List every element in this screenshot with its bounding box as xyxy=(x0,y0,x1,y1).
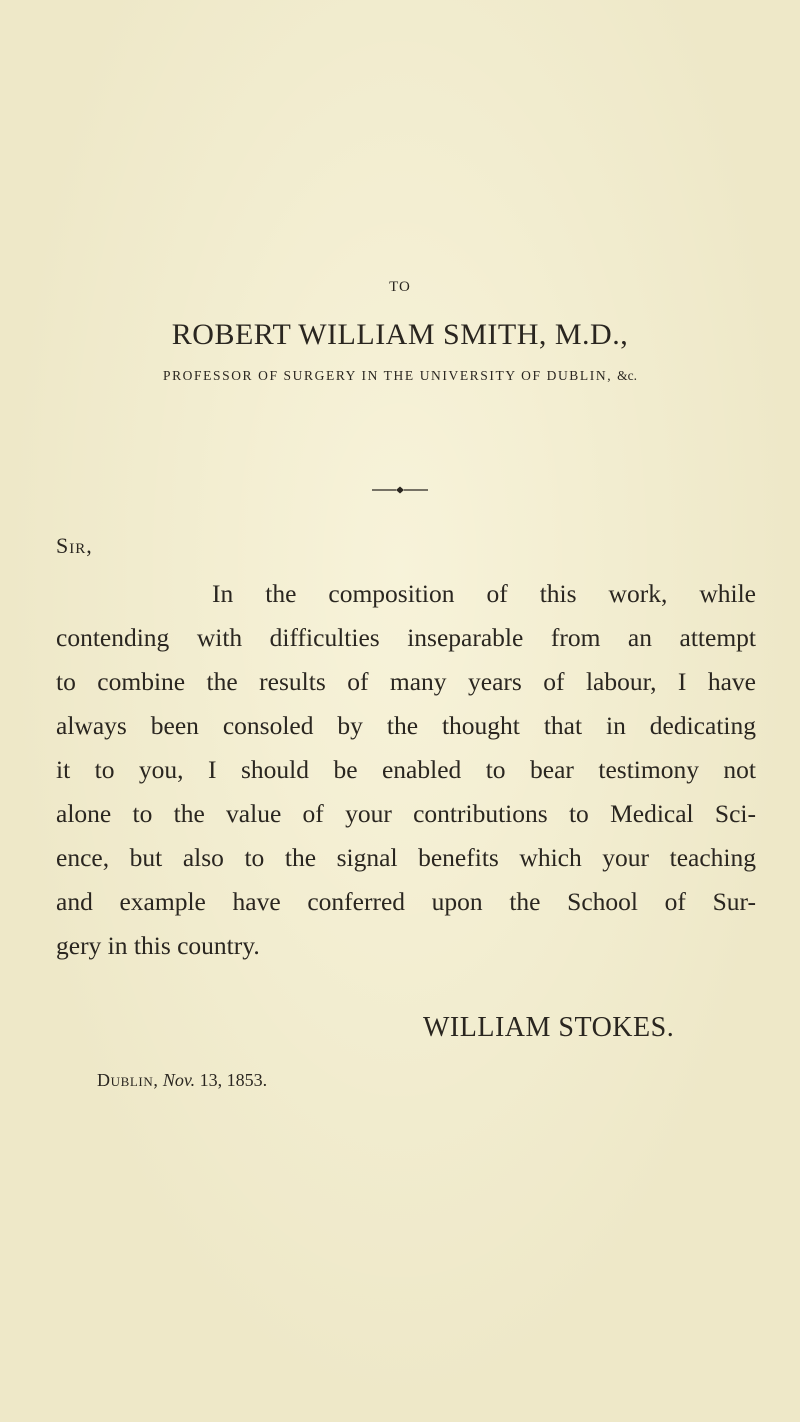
body-line: it to you, I should be enabled to bear testimony not xyxy=(56,755,756,784)
dateline-date: 13, 1853. xyxy=(199,1070,268,1090)
dedicatee-title-suffix: &c. xyxy=(617,368,638,383)
dedicatee-name: ROBERT WILLIAM SMITH, M.D., xyxy=(171,318,629,351)
body-line: ence, but also to the signal benefits which your teaching xyxy=(56,843,756,872)
dedicatee-title xyxy=(0,368,800,384)
body-line: and example have conferred upon the School of Sur- xyxy=(56,887,756,916)
dedication-to: TO xyxy=(389,279,411,295)
body-line: contending with difficulties inseparable from an attempt xyxy=(56,623,756,652)
body-line: In the composition of this work, while xyxy=(212,579,756,608)
salutation: Sir, xyxy=(56,533,93,558)
body-line: gery in this country. xyxy=(56,931,260,960)
dateline-place: Dublin, xyxy=(97,1070,159,1090)
dateline xyxy=(97,1070,267,1091)
signature: WILLIAM STOKES. xyxy=(423,1012,675,1043)
dedicatee-title-text: PROFESSOR OF SURGERY IN THE UNIVERSITY OF DUBLIN, xyxy=(162,368,613,383)
body-line: alone to the value of your contributions to Medical Sci- xyxy=(56,799,756,828)
diamond-rule-icon xyxy=(368,486,432,494)
body-line: always been consoled by the thought that in dedicating xyxy=(56,711,756,740)
body-line: to combine the results of many years of labour, I have xyxy=(56,667,756,696)
dateline-month: Nov. xyxy=(162,1070,196,1090)
dedication-body xyxy=(56,572,756,968)
